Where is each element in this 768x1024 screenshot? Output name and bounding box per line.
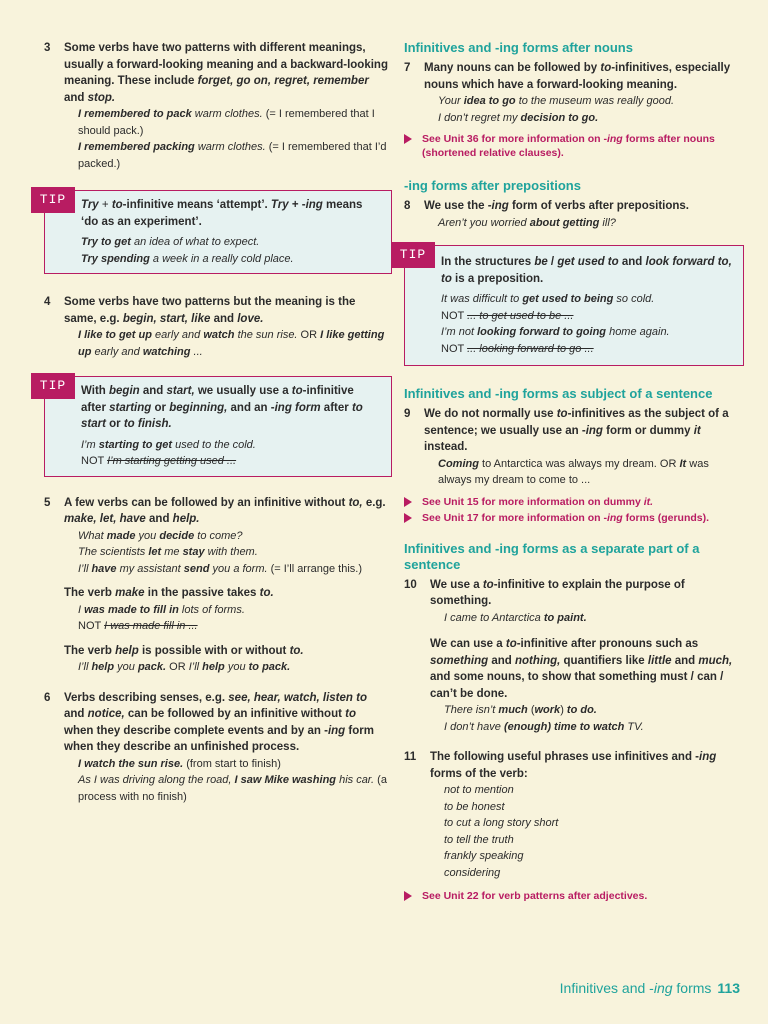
example: Your idea to go to the museum was really good.: [438, 95, 674, 107]
rule-text: We do not normally use to-infinitives as the subject of a sentence; we usually use an -ing form or dummy it instead.: [424, 408, 729, 453]
arrow-right-icon: [404, 891, 412, 901]
example: It was difficult to get used to being so cold.: [441, 293, 655, 305]
example: The scientists let me stay with them.: [78, 546, 258, 558]
example: I’ll help you pack. OR I’ll help you to pack.: [78, 661, 291, 673]
sub-rule: The verb help is possible with or without to.: [64, 644, 304, 657]
example: I remembered to pack warm clothes. (= I remembered that I should pack.): [78, 108, 375, 137]
section-4: [44, 294, 388, 360]
phrase-item: frankly speaking: [444, 850, 524, 862]
section-heading: -ing forms after prepositions: [404, 178, 581, 193]
rule-text: A few verbs can be followed by an infinitive without to, e.g. make, let, have and help.: [64, 496, 386, 525]
arrow-right-icon: [404, 513, 412, 523]
tip-label: TIP: [31, 187, 75, 213]
example: I’ll have my assistant send you a form. (= I’ll arrange this.): [78, 562, 362, 575]
tip-box: [39, 376, 392, 477]
tip-box: [399, 245, 744, 366]
section-number: 4: [44, 296, 51, 308]
example: NOT ... looking forward to go ...: [441, 342, 594, 355]
section-9: [404, 406, 744, 489]
section-number: 7: [404, 62, 411, 74]
section-8: [404, 198, 744, 231]
example: I came to Antarctica to paint.: [444, 611, 587, 624]
example: NOT ... to get used to be ...: [441, 309, 574, 322]
phrase-item: to be honest: [444, 800, 505, 813]
example: I’m starting to get used to the cold.: [81, 438, 256, 451]
section-11: [404, 749, 744, 881]
phrase-item: to tell the truth: [444, 833, 514, 846]
section-number: 11: [404, 751, 417, 763]
tip-label: TIP: [31, 373, 75, 399]
phrase-item: considering: [444, 866, 501, 879]
example: I don’t regret my decision to go.: [438, 111, 599, 124]
cross-reference-link[interactable]: See Unit 17 for more information on -ing forms (gerunds).: [404, 511, 744, 525]
arrow-right-icon: [404, 134, 412, 144]
rule-text: The following useful phrases use infinitives and -ing forms of the verb:: [430, 751, 717, 780]
section-number: 3: [44, 42, 51, 54]
phrase-item: not to mention: [444, 784, 514, 796]
cross-reference-link[interactable]: See Unit 22 for verb patterns after adjectives.: [404, 889, 744, 903]
example: Aren’t you worried about getting ill?: [438, 216, 616, 229]
example: As I was driving along the road, I saw Mike washing his car. (a process with no finish): [78, 774, 387, 803]
section-number: 10: [404, 578, 417, 591]
right-column: [399, 40, 744, 903]
section-7: [404, 60, 744, 126]
section-10: [404, 577, 744, 736]
left-column: [39, 40, 388, 805]
tip-text: Try + to-infinitive means ‘attempt’. Try + -ing means ‘do as an experiment’.: [81, 199, 363, 228]
example: Coming to Antarctica was always my dream. OR It was always my dream to come to ...: [438, 457, 709, 486]
rule-text: We use a to-infinitive to explain the purpose of something.: [430, 578, 685, 607]
section-3: [44, 40, 388, 172]
section-number: 5: [44, 496, 51, 509]
sub-rule: The verb make in the passive takes to.: [64, 587, 274, 599]
tip-text: In the structures be / get used to and look forward to, to is a preposition.: [441, 256, 732, 285]
rule-text: We use the -ing form of verbs after prepositions.: [424, 200, 689, 212]
example: I’m not looking forward to going home again.: [441, 326, 670, 338]
example: I remembered packing warm clothes. (= I remembered that I’d packed.): [78, 141, 387, 170]
example: Try to get an idea of what to expect.: [81, 236, 260, 248]
example: I like to get up early and watch the sun rise. OR I like getting up early and watching ...: [78, 329, 385, 358]
tip-label: TIP: [391, 242, 435, 268]
page-number: 113: [717, 980, 740, 996]
rule-text: Many nouns can be followed by to-infinitives, especially nouns which have a forward-looking meaning.: [424, 62, 731, 91]
example: There isn’t much (work) to do.: [444, 704, 597, 716]
example: What made you decide to come?: [78, 529, 243, 542]
example: I don’t have (enough) time to watch TV.: [444, 720, 644, 733]
footer-title: Infinitives and -ing forms: [559, 980, 712, 996]
phrase-item: to cut a long story short: [444, 817, 559, 829]
rule-text: Verbs describing senses, e.g. see, hear, watch, listen to and notice, can be followed by an infinitive without to when they describe complete events and by an -ing form when they describe an unfinished process.: [64, 691, 374, 753]
example: NOT I’m starting getting used ...: [81, 455, 237, 467]
rule-text: Some verbs have two patterns but the meaning is the same, e.g. begin, start, like and love.: [64, 296, 356, 325]
tip-box: [39, 190, 392, 274]
cross-reference-link[interactable]: See Unit 15 for more information on dummy it.: [404, 495, 744, 509]
sub-rule: We can use a to-infinitive after pronouns such as something and nothing, quantifiers like little and much, and some nouns, to show that something must / can / can’t be done.: [430, 638, 733, 700]
example: I watch the sun rise. (from start to finish): [78, 757, 281, 770]
cross-reference-link[interactable]: See Unit 36 for more information on -ing forms after nouns (shortened relative clauses).: [404, 132, 744, 160]
section-heading: Infinitives and -ing forms after nouns: [404, 40, 633, 55]
section-heading: Infinitives and -ing forms as subject of a sentence: [404, 386, 713, 401]
tip-text: With begin and start, we usually use a to-infinitive after starting or beginning, and an -ing form after to start or to finish.: [81, 385, 363, 430]
example: I was made to fill in lots of forms.: [78, 603, 245, 616]
section-5: [44, 495, 388, 676]
section-heading: Infinitives and -ing forms as a separate part of a sentence: [404, 540, 700, 572]
rule-text: Some verbs have two patterns with different meanings, usually a forward-looking meaning and a backward-looking meaning. These include forget, go on, regret, remember and stop.: [64, 42, 388, 104]
section-number: 6: [44, 691, 51, 704]
section-6: [44, 690, 388, 806]
example: NOT I was made fill in ...: [78, 620, 198, 632]
section-number: 8: [404, 200, 411, 212]
page-footer: [560, 980, 740, 996]
arrow-right-icon: [404, 497, 412, 507]
section-number: 9: [404, 408, 411, 420]
example: Try spending a week in a really cold place.: [81, 252, 294, 265]
